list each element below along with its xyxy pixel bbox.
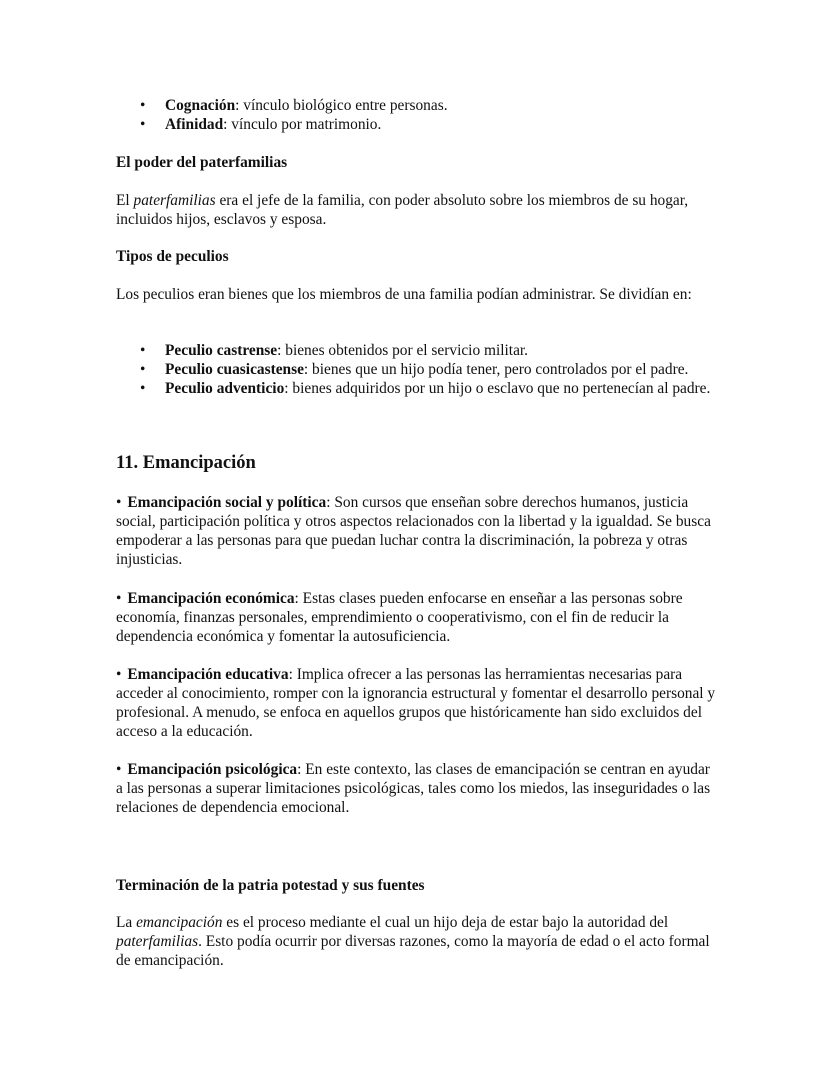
kinship-list <box>116 96 716 134</box>
term-text: : vínculo por matrimonio. <box>223 116 382 133</box>
peculios-intro: Los peculios eran bienes que los miembros de una familia podían administrar. Se dividían en: <box>116 286 692 303</box>
term-text: : En este contexto, las clases de emancipación se centran en ayudar a las personas a superar limitaciones psicológicas, tales como los miedos, las inseguridades o las relaciones de dependencia emocional. <box>116 761 711 816</box>
term-label: Peculio adventicio <box>165 380 285 397</box>
term-text: : bienes adquiridos por un hijo o esclavo que no pertenecían al padre. <box>284 380 711 397</box>
emancipacion-item <box>116 493 716 569</box>
term-text: : vínculo biológico entre personas. <box>235 97 448 114</box>
text-span: La <box>116 914 137 931</box>
emancipacion-item <box>116 760 716 817</box>
emancipacion-item <box>116 665 716 741</box>
text-span: era el jefe de la familia, con poder absoluto sobre los miembros de su hogar, incluidos hijos, esclavos y esposa. <box>116 192 689 228</box>
term-text: : bienes que un hijo podía tener, pero controlados por el padre. <box>303 361 689 378</box>
term-label: Peculio castrense <box>165 342 278 359</box>
bullet-icon: • <box>116 761 122 778</box>
term-label: Emancipación psicológica <box>127 761 298 778</box>
section-heading-emancipacion: 11. Emancipación <box>116 453 256 473</box>
bullet-icon: • <box>116 494 122 511</box>
bullet-icon: • <box>116 590 122 607</box>
list-item <box>116 115 716 134</box>
bullet-icon: • <box>116 666 122 683</box>
term-label: Cognación <box>165 97 236 114</box>
peculios-list <box>116 341 716 398</box>
term-label: Emancipación educativa <box>127 666 289 683</box>
term-label: Emancipación social y política <box>127 494 327 511</box>
emphasis-text: paterfamilias <box>133 192 216 209</box>
kinship-list-block <box>116 96 716 134</box>
bullet-icon: • <box>140 380 146 397</box>
term-label: Peculio cuasicastense <box>165 361 304 378</box>
bullet-icon: • <box>140 342 146 359</box>
term-label: Afinidad <box>165 116 224 133</box>
bullet-icon: • <box>140 97 146 114</box>
bullet-icon: • <box>140 116 146 133</box>
poder-paragraph <box>116 191 716 229</box>
term-text: : Implica ofrecer a las personas las herramientas necesarias para acceder al conocimiento, romper con la ignorancia estructural y fomentar el desarrollo personal y profesional. A menudo, se enfoca en aquellos grupos que históricamente han sido excluidos del acceso a la educación. <box>116 666 716 740</box>
text-span: es el proceso mediante el cual un hijo deja de estar bajo la autoridad del <box>222 914 669 931</box>
list-item <box>116 379 716 398</box>
text-span: . Esto podía ocurrir por diversas razones, como la mayoría de edad o el acto formal de emancipación. <box>116 933 710 969</box>
section-heading-peculios: Tipos de peculios <box>116 248 229 265</box>
term-text: : Estas clases pueden enfocarse en enseñar a las personas sobre economía, finanzas personales, emprendimiento o cooperativismo, con el fin de reducir la dependencia económica y fomentar la autosuficiencia. <box>116 590 683 645</box>
bullet-icon: • <box>140 361 146 378</box>
list-item <box>116 96 716 115</box>
terminacion-paragraph <box>116 913 716 970</box>
emphasis-text: emancipación <box>136 914 223 931</box>
section-heading-poder: El poder del paterfamilias <box>116 154 288 171</box>
peculios-list-block <box>116 341 716 398</box>
list-item <box>116 360 716 379</box>
term-text: : bienes obtenidos por el servicio militar. <box>277 342 529 359</box>
text-span: El <box>116 192 134 209</box>
term-label: Emancipación económica <box>127 590 295 607</box>
emancipacion-item <box>116 589 716 646</box>
list-item <box>116 341 716 360</box>
emphasis-text: paterfamilias <box>116 933 199 950</box>
term-text: : Son cursos que enseñan sobre derechos humanos, justicia social, participación política y otros aspectos relacionados con la libertad y la igualdad. Se busca empoderar a las personas para que puedan luchar contra la discriminación, la pobreza y otras injusticias. <box>116 494 711 568</box>
section-heading-terminacion: Terminación de la patria potestad y sus fuentes <box>116 877 425 894</box>
